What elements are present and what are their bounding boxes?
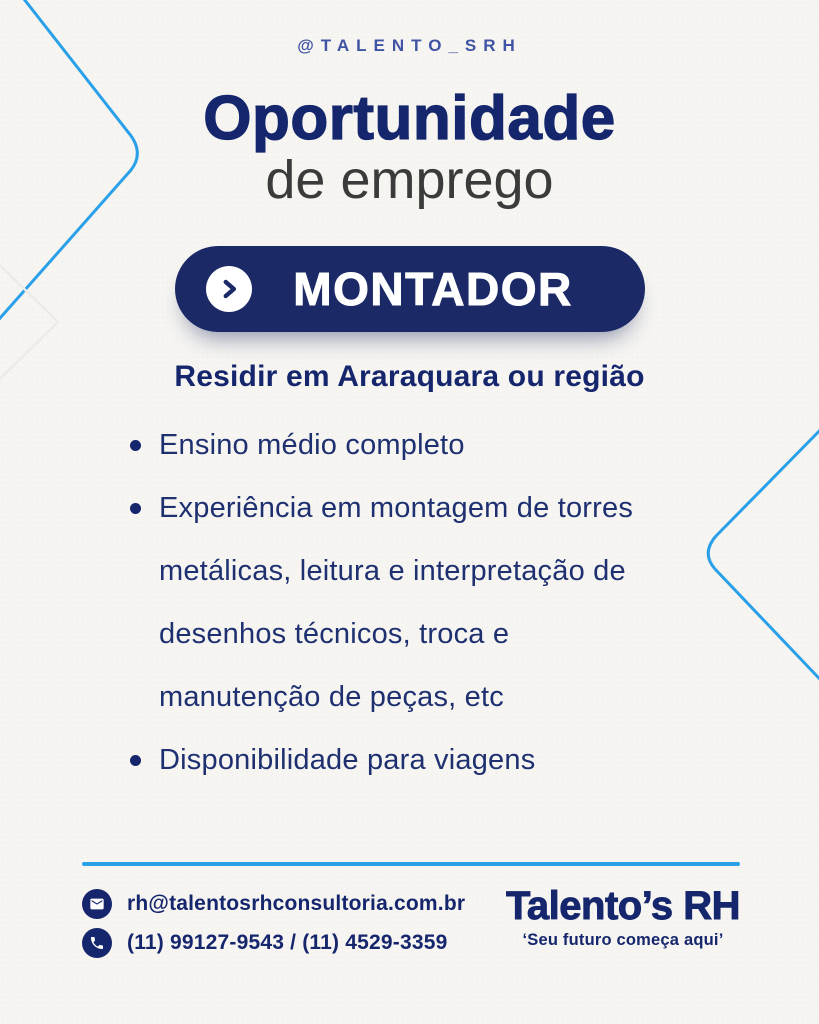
title-line-light: de emprego [265, 150, 554, 211]
envelope-icon [82, 889, 112, 919]
envelope-glyph [89, 896, 105, 912]
requirements-list [130, 414, 690, 792]
brand-logo [506, 885, 740, 950]
email-text: rh@talentosrhconsultoria.com.br [127, 892, 466, 915]
footer [82, 884, 740, 958]
footer-divider [82, 862, 740, 866]
role-pill [175, 246, 645, 332]
phone-row [82, 928, 465, 958]
phone-glyph [89, 935, 105, 951]
requirement-item: Disponibilidade para viagens [130, 729, 637, 792]
decorative-chevron-right [708, 416, 819, 694]
brand-tagline: ‘Seu futuro começa aqui’ [522, 931, 724, 949]
email-row [82, 889, 465, 919]
phone-text: (11) 99127-9543 / (11) 4529-3359 [127, 931, 448, 954]
title-line-bold: Oportunidade [203, 84, 616, 153]
chevron-right-icon [206, 266, 252, 312]
role-pill-label: MONTADOR [293, 263, 573, 315]
contact-block [82, 889, 465, 958]
social-handle: @TALENTO_SRH [297, 36, 522, 55]
requirement-item: Experiência em montagem de torres metálicas, leitura e interpretação de desenhos técnicos, troca e manutenção de peças, etc [130, 477, 637, 729]
brand-name: Talento’s RH [505, 884, 740, 928]
phone-icon [82, 928, 112, 958]
page-title [0, 84, 819, 209]
requirement-item: Ensino médio completo [130, 414, 637, 477]
location-line: Residir em Araraquara ou região [174, 360, 645, 393]
chevron-right-glyph [216, 276, 242, 302]
